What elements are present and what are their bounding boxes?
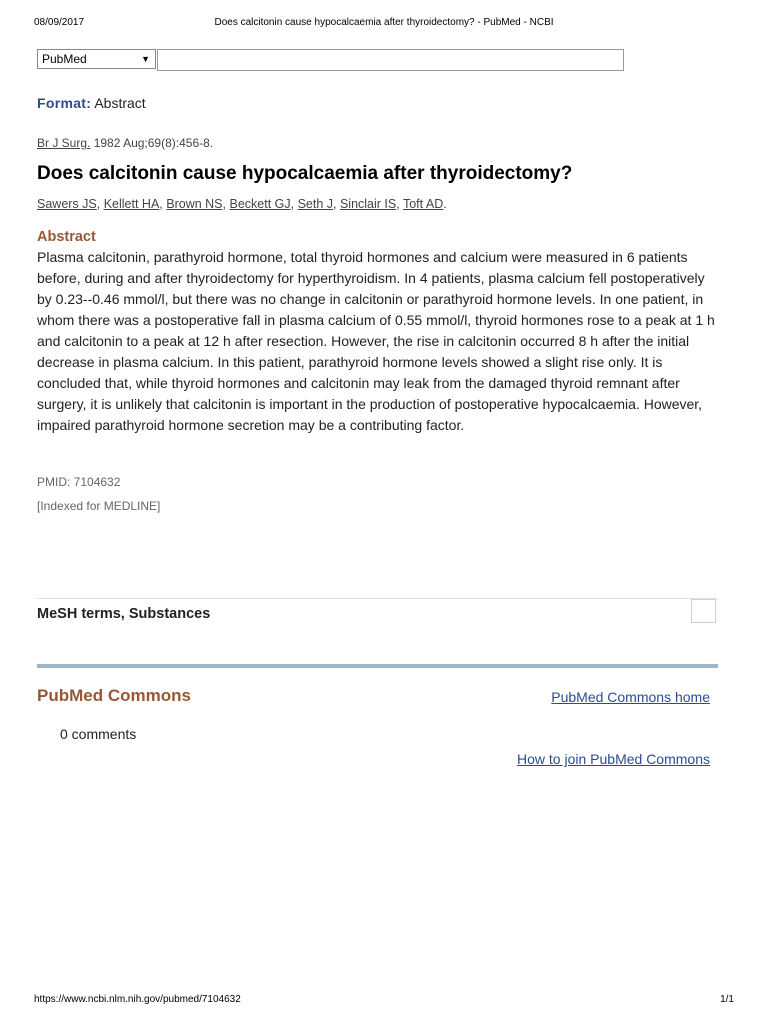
author-separator: .: [443, 197, 447, 211]
author-separator: ,: [96, 197, 104, 211]
author-link[interactable]: Sawers JS: [37, 197, 97, 211]
abstract-text: Plasma calcitonin, parathyroid hormone, total thyroid hormones and calcium were measured in 6 patients before, during and after thyroidectomy for hyperthyroidism. In 4 patients, plasma calcium fell postoperatively by 0.23--0.46 mmol/l, but there was no change in calcitonin or parathyroid hormone levels. In one patient, in whom there was a postoperative fall in plasma calcium of 0.55 mmol/l, thyroid hormones rose to a peak at 1 h and calcitonin to a peak at 12 h after resection. However, the rise in calcitonin occurred 8 h after the initial decrease in plasma calcium. In this patient, parathyroid hormone levels showed a slight rise only. It is concluded that, while thyroid hormones and calcitonin may leak from the damaged thyroid remnant after surgery, it is unlikely that calcitonin is important in the production of postoperative hypocalcaemia. However, impaired parathyroid hormone secretion may be a contributing factor.: [37, 249, 715, 433]
indexed-status: [Indexed for MEDLINE]: [37, 499, 161, 513]
comment-count: 0 comments: [60, 726, 137, 742]
format-separator: :: [86, 95, 92, 111]
citation: [37, 136, 213, 150]
author-link[interactable]: Seth J: [297, 197, 334, 211]
print-url: https://www.ncbi.nlm.nih.gov/pubmed/7104632: [34, 994, 241, 1005]
page-number: 1/1: [720, 994, 734, 1005]
commons-divider: [37, 664, 718, 668]
citation-details: 1982 Aug;69(8):456-8.: [93, 136, 214, 150]
author-link[interactable]: Brown NS: [166, 197, 223, 211]
format-label: Format: [37, 95, 87, 111]
author-separator: ,: [159, 197, 167, 211]
search-input[interactable]: [157, 49, 624, 71]
abstract-heading: Abstract: [37, 229, 96, 245]
print-header: [34, 17, 734, 31]
author-list: [37, 197, 447, 211]
mesh-terms-heading[interactable]: MeSH terms, Substances: [37, 606, 211, 622]
print-footer: [34, 994, 734, 1008]
divider: [37, 598, 718, 599]
author-link[interactable]: Toft AD: [402, 197, 444, 211]
author-separator: ,: [290, 197, 298, 211]
join-commons-link[interactable]: How to join PubMed Commons: [517, 751, 710, 767]
format-row: [37, 95, 146, 111]
expand-toggle-icon[interactable]: [691, 599, 716, 623]
commons-home-link[interactable]: PubMed Commons home: [551, 689, 710, 705]
author-separator: ,: [396, 197, 403, 211]
database-select-value: PubMed: [42, 52, 87, 66]
pmid: PMID: 7104632: [37, 475, 121, 489]
print-page-title: Does calcitonin cause hypocalcaemia after thyroidectomy? - PubMed - NCBI: [214, 17, 554, 28]
database-select[interactable]: [37, 49, 156, 69]
format-value[interactable]: Abstract: [94, 95, 146, 111]
commons-title: PubMed Commons: [37, 686, 191, 705]
author-link[interactable]: Kellett HA: [103, 197, 160, 211]
chevron-down-icon: ▼: [141, 54, 150, 64]
author-separator: ,: [222, 197, 230, 211]
author-separator: ,: [333, 197, 340, 211]
author-link[interactable]: Sinclair IS: [339, 197, 397, 211]
author-link[interactable]: Beckett GJ: [229, 197, 291, 211]
print-date: 08/09/2017: [34, 17, 85, 28]
article-title: Does calcitonin cause hypocalcaemia after thyroidectomy?: [37, 163, 573, 184]
journal-link[interactable]: Br J Surg.: [37, 136, 91, 150]
